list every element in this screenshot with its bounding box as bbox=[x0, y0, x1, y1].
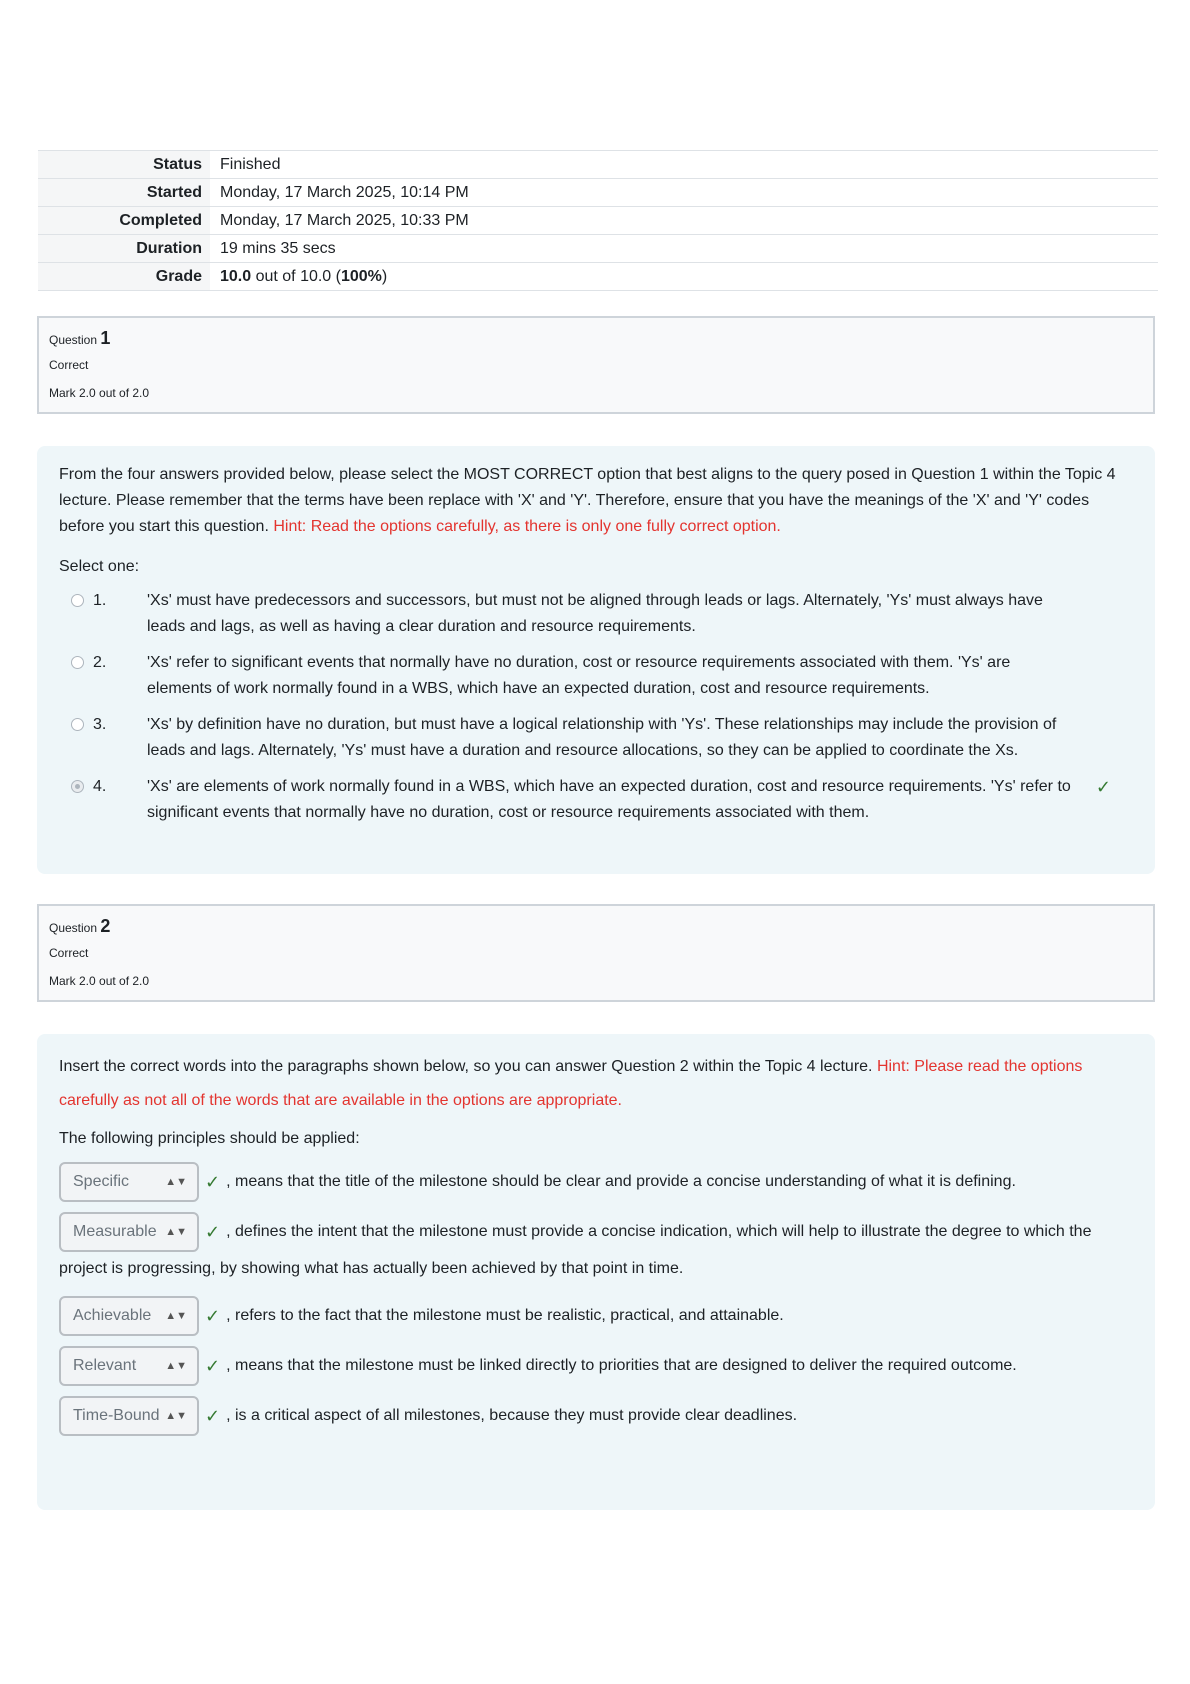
question-hint: Hint: Read the options carefully, as there is only one fully correct option. bbox=[273, 518, 781, 535]
gap-text: , means that the title of the milestone should be clear and provide a concise understanding of what it is defining. bbox=[226, 1173, 1016, 1191]
answer-text: 'Xs' are elements of work normally found in a WBS, which have an expected duration, cost and resource requirements. 'Ys' refer to significant events that normally have no duration, cost or resource requirements associated with them. bbox=[147, 778, 1071, 821]
summary-value: Monday, 17 March 2025, 10:33 PM bbox=[210, 207, 1158, 235]
summary-value: 19 mins 35 secs bbox=[210, 235, 1158, 263]
answer-prompt: Select one: bbox=[59, 558, 140, 575]
summary-label: Started bbox=[38, 179, 210, 207]
summary-row-started bbox=[38, 179, 1158, 207]
sort-arrows-icon: ▲▼ bbox=[165, 1226, 187, 1238]
gap-select-value: Achievable bbox=[73, 1307, 152, 1324]
summary-label: Status bbox=[38, 151, 210, 179]
question-1-info bbox=[37, 316, 1155, 414]
answer-text: 'Xs' refer to significant events that normally have no duration, cost or resource requirements associated with them. 'Ys' are elements of work normally found in a WBS, which have an expected duration, cost and resource requirements. bbox=[147, 654, 1011, 697]
gap-line-5 bbox=[59, 1396, 1133, 1436]
gap-select-value: Measurable bbox=[73, 1223, 157, 1240]
gap-line-1 bbox=[59, 1162, 1133, 1202]
grade-value bbox=[210, 263, 1158, 291]
answer-prompt: The following principles should be applied: bbox=[59, 1130, 360, 1147]
check-icon: ✓ bbox=[205, 1356, 221, 1376]
answer-number: 4. bbox=[93, 778, 107, 795]
gap-line-4 bbox=[59, 1346, 1133, 1386]
gap-select-3[interactable] bbox=[59, 1296, 199, 1336]
summary-label: Grade bbox=[38, 263, 210, 291]
question-number: 1 bbox=[100, 328, 111, 348]
summary-label: Duration bbox=[38, 235, 210, 263]
gap-select-4[interactable] bbox=[59, 1346, 199, 1386]
question-state: Correct bbox=[49, 946, 89, 960]
answer-number: 3. bbox=[93, 716, 107, 733]
check-icon: ✓ bbox=[205, 1222, 221, 1242]
question-mark: Mark 2.0 out of 2.0 bbox=[49, 974, 150, 988]
question-2-formulation bbox=[37, 1034, 1155, 1510]
answer-option-4[interactable] bbox=[59, 774, 1133, 826]
check-icon: ✓ bbox=[205, 1406, 221, 1426]
answer-radio[interactable] bbox=[71, 718, 84, 731]
question-text bbox=[59, 462, 1133, 540]
gap-select-2[interactable] bbox=[59, 1212, 199, 1252]
attempt-summary bbox=[38, 150, 1158, 291]
gap-select-value: Time-Bound bbox=[73, 1407, 160, 1424]
question-text-body: Insert the correct words into the paragraphs shown below, so you can answer Question 2 within the Topic 4 lecture. bbox=[59, 1058, 877, 1075]
sort-arrows-icon: ▲▼ bbox=[165, 1176, 187, 1188]
summary-value: Monday, 17 March 2025, 10:14 PM bbox=[210, 179, 1158, 207]
answer-option-2[interactable] bbox=[59, 650, 1133, 702]
summary-row-completed bbox=[38, 207, 1158, 235]
grade-close: ) bbox=[381, 267, 388, 285]
question-label: Question bbox=[49, 333, 98, 347]
question-title bbox=[49, 328, 1143, 349]
summary-row-grade bbox=[38, 263, 1158, 291]
gap-select-1[interactable] bbox=[59, 1162, 199, 1202]
grade-out-of: out of 10.0 ( bbox=[251, 267, 341, 285]
gap-line-3 bbox=[59, 1296, 1133, 1336]
gap-text: , refers to the fact that the milestone must be realistic, practical, and attainable. bbox=[226, 1307, 784, 1325]
answer-option-1[interactable] bbox=[59, 588, 1133, 640]
answer-number: 1. bbox=[93, 592, 107, 609]
question-text bbox=[59, 1050, 1133, 1118]
answer-list bbox=[59, 588, 1133, 826]
answer-radio[interactable] bbox=[71, 594, 84, 607]
sort-arrows-icon: ▲▼ bbox=[165, 1310, 187, 1322]
question-hint: Hint: Please read the options carefully as not all of the words that are available in the options are appropriate. bbox=[59, 1058, 1083, 1109]
answer-option-3[interactable] bbox=[59, 712, 1133, 764]
answer-radio-selected[interactable] bbox=[71, 780, 84, 793]
gap-line-2 bbox=[59, 1212, 1133, 1286]
check-icon: ✓ bbox=[205, 1172, 221, 1192]
summary-row-status bbox=[38, 151, 1158, 179]
gap-text: , defines the intent that the milestone must provide a concise indication, which will help to illustrate the degree to which the project is progressing, by showing what has actually been achieved by that point in time. bbox=[59, 1223, 1092, 1277]
check-icon: ✓ bbox=[1095, 777, 1111, 797]
gap-select-value: Specific bbox=[73, 1173, 130, 1190]
question-2-info bbox=[37, 904, 1155, 1002]
question-text-body: From the four answers provided below, please select the MOST CORRECT option that best aligns to the query posed in Question 1 within the Topic 4 lecture. Please remember that the terms have been replace with 'X' and 'Y'. Therefore, ensure that you have the meanings of the 'X' and 'Y' codes before you start this question. bbox=[59, 466, 1116, 535]
answer-number: 2. bbox=[93, 654, 107, 671]
sort-arrows-icon: ▲▼ bbox=[165, 1410, 187, 1422]
summary-row-duration bbox=[38, 235, 1158, 263]
question-number: 2 bbox=[100, 916, 111, 936]
answer-text: 'Xs' by definition have no duration, but must have a logical relationship with 'Ys'. These relationships may include the provision of leads and lags. Alternately, 'Ys' must have a duration and resource allocations, so they can be applied to coordinate the Xs. bbox=[147, 716, 1057, 759]
question-1-formulation bbox=[37, 446, 1155, 874]
check-icon: ✓ bbox=[205, 1306, 221, 1326]
question-label: Question bbox=[49, 921, 98, 935]
gap-text: , means that the milestone must be linked directly to priorities that are designed to deliver the required outcome. bbox=[226, 1357, 1017, 1375]
gap-select-5[interactable] bbox=[59, 1396, 199, 1436]
question-title bbox=[49, 916, 1143, 937]
question-mark: Mark 2.0 out of 2.0 bbox=[49, 386, 150, 400]
gap-select-value: Relevant bbox=[73, 1357, 137, 1374]
grade-score: 10.0 bbox=[220, 267, 252, 285]
grade-percent: 100% bbox=[340, 267, 382, 285]
answer-radio[interactable] bbox=[71, 656, 84, 669]
summary-label: Completed bbox=[38, 207, 210, 235]
question-state: Correct bbox=[49, 358, 89, 372]
answer-text: 'Xs' must have predecessors and successors, but must not be aligned through leads or lags. Alternately, 'Ys' must always have leads and lags, as well as having a clear duration and resource requirements. bbox=[147, 592, 1043, 635]
summary-value: Finished bbox=[210, 151, 1158, 179]
sort-arrows-icon: ▲▼ bbox=[165, 1360, 187, 1372]
gap-text: , is a critical aspect of all milestones, because they must provide clear deadlines. bbox=[226, 1407, 798, 1425]
